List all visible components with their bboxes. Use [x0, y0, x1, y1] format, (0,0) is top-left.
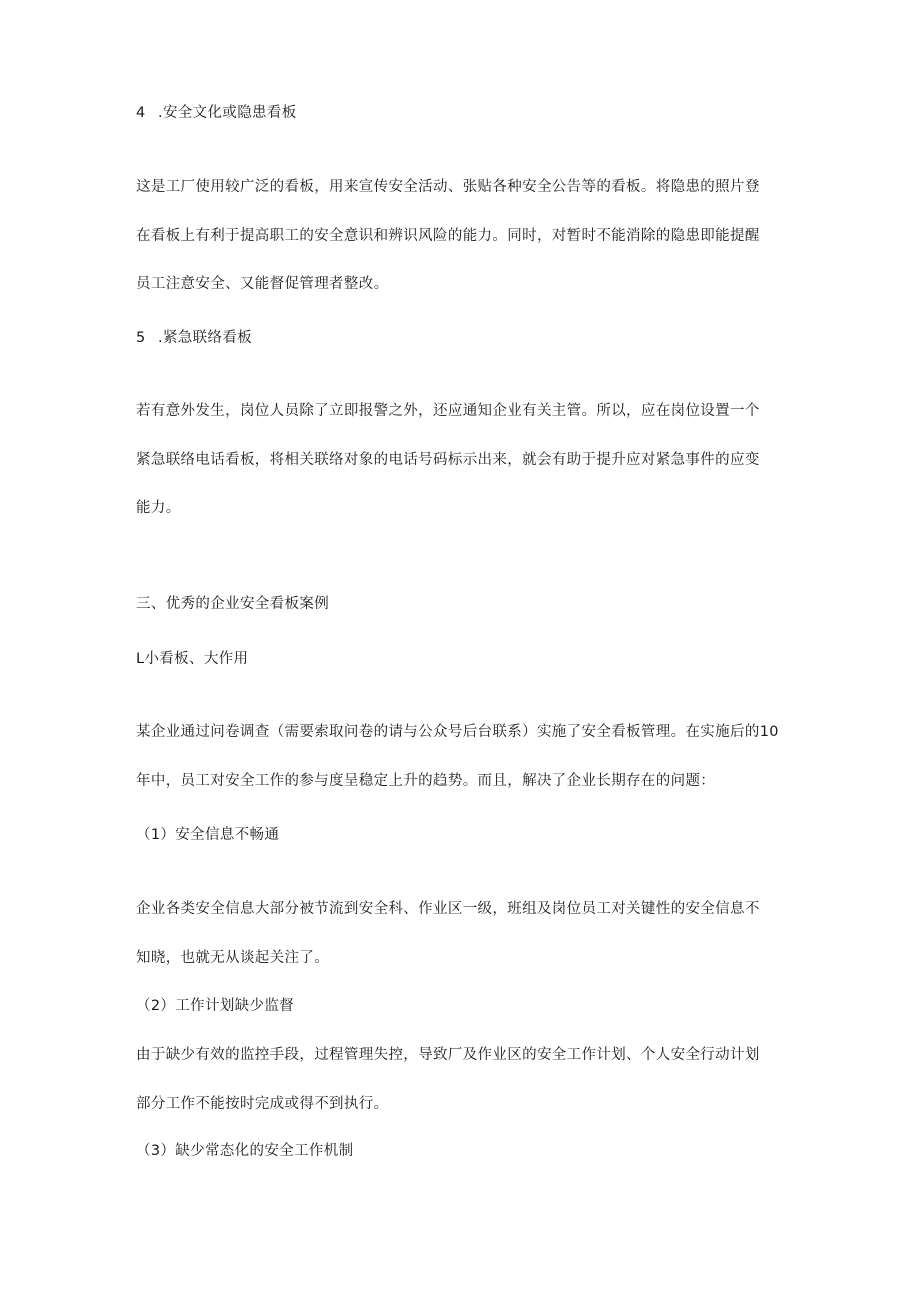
part-3-title: 三、优秀的企业安全看板案例 [136, 596, 330, 612]
section-4-paragraph-line-1: 这是工厂使用较广泛的看板，用来宣传安全活动、张贴各种安全公告等的看板。将隐患的照片登 [136, 179, 760, 195]
section-4-paragraph-line-2: 在看板上有利于提高职工的安全意识和辨识风险的能力。同时，对暂时不能消除的隐患即能提醒 [136, 228, 760, 244]
item-1-title: （1）安全信息不畅通 [136, 827, 280, 843]
section-5-paragraph-line-3: 能力。 [136, 500, 181, 516]
section-5-heading [136, 328, 252, 348]
item-2-title: （2）工作计划缺少监督 [136, 998, 295, 1014]
section-4-title: .安全文化或隐患看板 [158, 105, 297, 121]
item-3-title: （3）缺少常态化的安全工作机制 [136, 1143, 354, 1159]
case-1-title: L小看板、大作用 [136, 651, 249, 667]
item-1-paragraph-line-1: 企业各类安全信息大部分被节流到安全科、作业区一级，班组及岗位员工对关键性的安全信息不 [136, 901, 760, 917]
section-4-heading [136, 103, 297, 123]
case-1-paragraph-line-1: 某企业通过问卷调查（需要索取问卷的请与公众号后台联系）实施了安全看板管理。在实施后的10 [136, 724, 779, 740]
section-4-number: 4 [136, 105, 146, 121]
section-4-paragraph-line-3: 员工注意安全、又能督促管理者整改。 [136, 276, 389, 292]
section-5-paragraph-line-1: 若有意外发生，岗位人员除了立即报警之外，还应通知企业有关主管。所以，应在岗位设置一个 [136, 403, 760, 419]
item-2-paragraph-line-2: 部分工作不能按时完成或得不到执行。 [136, 1096, 389, 1112]
section-5-number: 5 [136, 330, 146, 346]
item-1-paragraph-line-2: 知晓，也就无从谈起关注了。 [136, 950, 330, 966]
case-1-paragraph-line-2: 年中，员工对安全工作的参与度呈稳定上升的趋势。而且，解决了企业长期存在的问题： [136, 773, 716, 789]
item-2-paragraph-line-1: 由于缺少有效的监控手段，过程管理失控，导致厂及作业区的安全工作计划、个人安全行动计划 [136, 1047, 760, 1063]
section-5-title: .紧急联络看板 [158, 330, 253, 346]
section-5-paragraph-line-2: 紧急联络电话看板，将相关联络对象的电话号码标示出来，就会有助于提升应对紧急事件的应变 [136, 452, 760, 468]
